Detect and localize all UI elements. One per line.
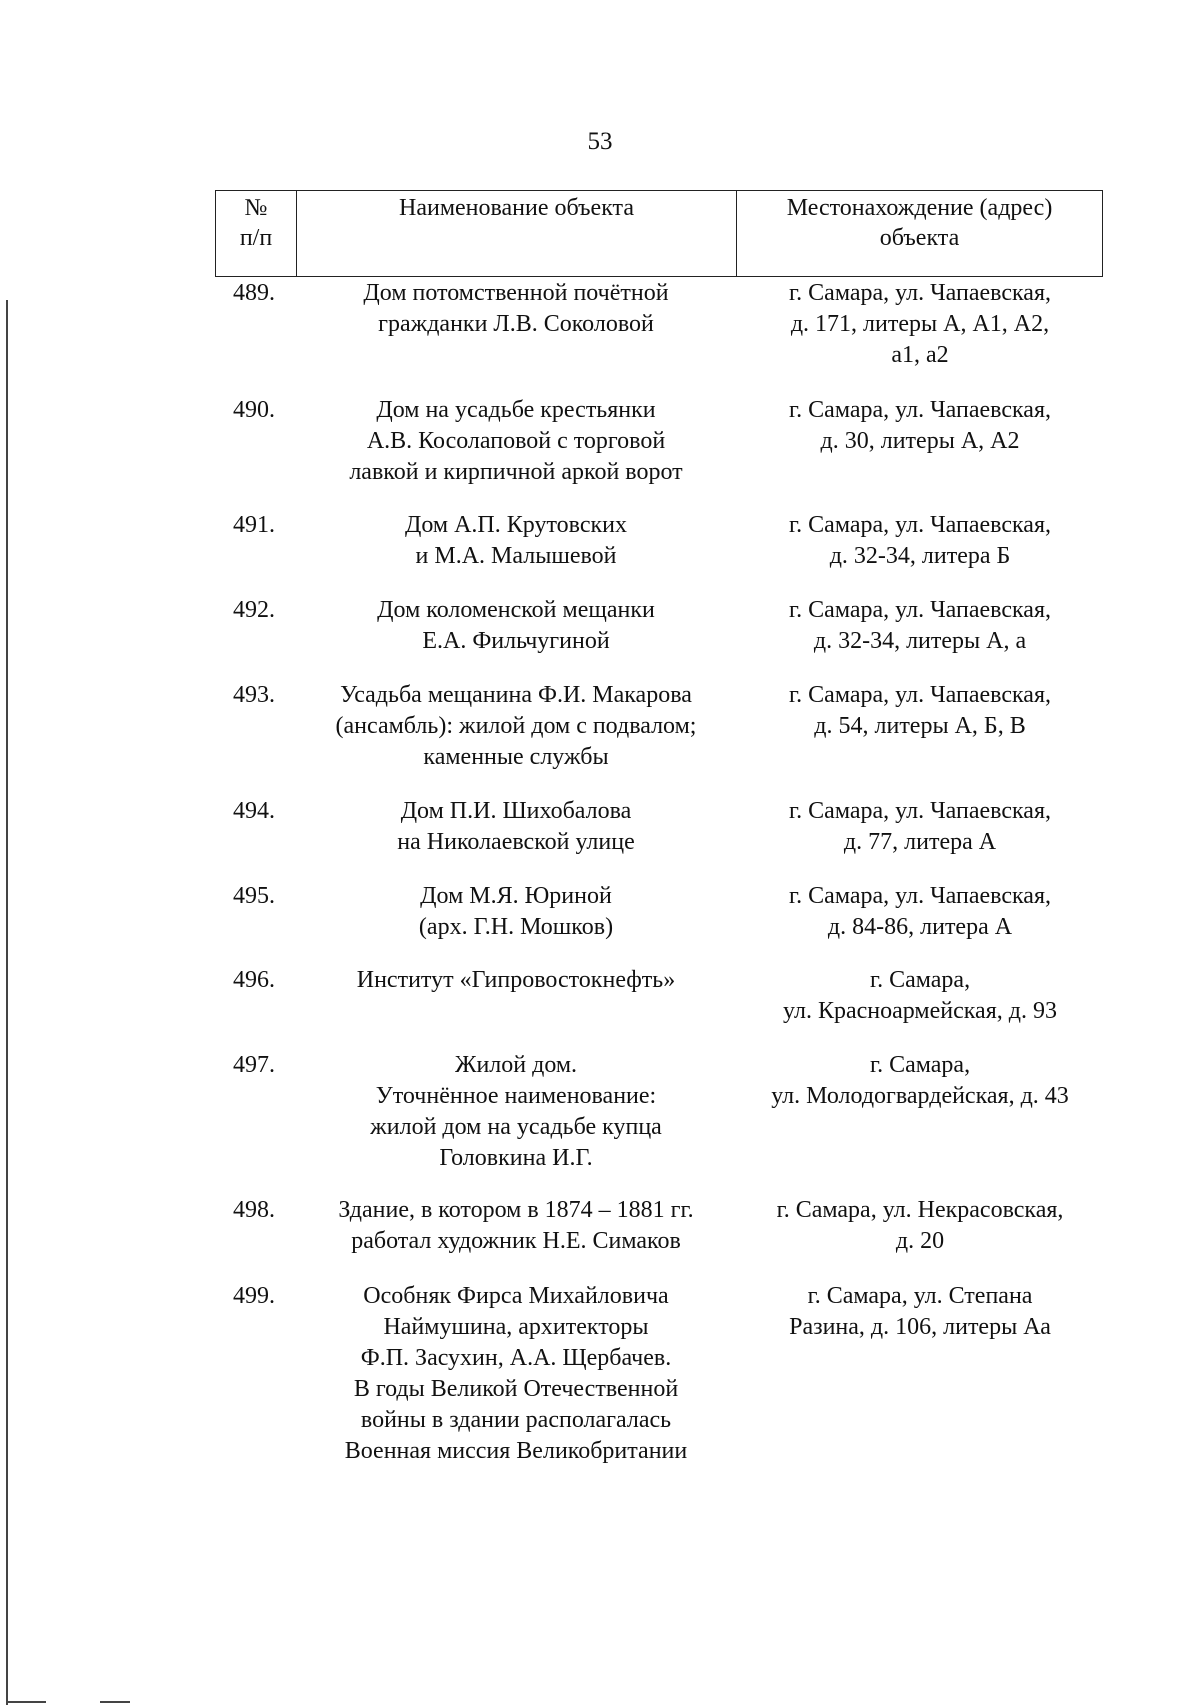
row-number: 497. (233, 1052, 275, 1078)
object-address: г. Самара, ул. Молодогвардейская, д. 43 (771, 1052, 1069, 1109)
object-address: г. Самара, ул. Красноармейская, д. 93 (783, 967, 1057, 1024)
scan-margin-mark (6, 1701, 46, 1703)
row-number: 491. (233, 512, 275, 538)
object-address: г. Самара, ул. Чапаевская, д. 54, литеры А, Б, В (789, 682, 1051, 739)
object-name: Жилой дом. Уточнённое наименование: жилой дом на усадьбе купца Головкина И.Г. (370, 1052, 662, 1171)
row-number: 494. (233, 798, 275, 824)
object-name: Особняк Фирса Михайловича Наймушина, архитекторы Ф.П. Засухин, А.А. Щербачев. В годы Великой Отечественной войны в здании располагалась Военная миссия Великобритании (344, 1283, 688, 1464)
row-number: 495. (233, 883, 275, 909)
object-address: г. Самара, ул. Чапаевская, д. 77, литера А (789, 798, 1051, 855)
object-address: г. Самара, ул. Некрасовская, д. 20 (776, 1197, 1064, 1254)
table-header (215, 190, 1103, 277)
row-number: 499. (233, 1283, 275, 1309)
object-name: Дом А.П. Крутовских и М.А. Малышевой (405, 512, 627, 569)
page-number: 53 (587, 128, 613, 155)
row-number: 490. (233, 397, 275, 423)
row-number: 496. (233, 967, 275, 993)
row-number: 489. (233, 280, 275, 306)
object-address: г. Самара, ул. Чапаевская, д. 171, литеры А, А1, А2, а1, а2 (789, 280, 1051, 368)
scan-margin-line (6, 300, 8, 1705)
object-address: г. Самара, ул. Чапаевская, д. 32-34, литера Б (789, 512, 1051, 569)
row-number: 498. (233, 1197, 275, 1223)
object-name: Усадьба мещанина Ф.И. Макарова (ансамбль): жилой дом с подвалом; каменные службы (335, 682, 697, 770)
object-name: Дом потомственной почётной гражданки Л.В. Соколовой (363, 280, 669, 337)
object-address: г. Самара, ул. Чапаевская, д. 30, литеры А, А2 (789, 397, 1051, 454)
scan-margin-mark (100, 1701, 130, 1703)
object-address: г. Самара, ул. Чапаевская, д. 32-34, литеры А, а (789, 597, 1051, 654)
object-address: г. Самара, ул. Степана Разина, д. 106, литеры Аа (789, 1283, 1051, 1340)
header-object-address: Местонахождение (адрес) объекта (786, 195, 1053, 251)
object-name: Дом П.И. Шихобалова на Николаевской улице (397, 798, 635, 855)
object-name: Дом М.Я. Юриной (арх. Г.Н. Мошков) (418, 883, 614, 940)
object-name: Дом коломенской мещанки Е.А. Фильчугиной (377, 597, 655, 654)
header-number: № п/п (216, 191, 297, 276)
object-name: Институт «Гипровостокнефть» (356, 967, 676, 993)
row-number: 493. (233, 682, 275, 708)
object-name: Здание, в котором в 1874 – 1881 гг. работал художник Н.Е. Симаков (338, 1197, 694, 1254)
object-address: г. Самара, ул. Чапаевская, д. 84-86, литера А (789, 883, 1051, 940)
row-number: 492. (233, 597, 275, 623)
object-name: Дом на усадьбе крестьянки А.В. Косолаповой с торговой лавкой и кирпичной аркой ворот (349, 397, 683, 485)
header-object-name: Наименование объекта (297, 191, 737, 276)
